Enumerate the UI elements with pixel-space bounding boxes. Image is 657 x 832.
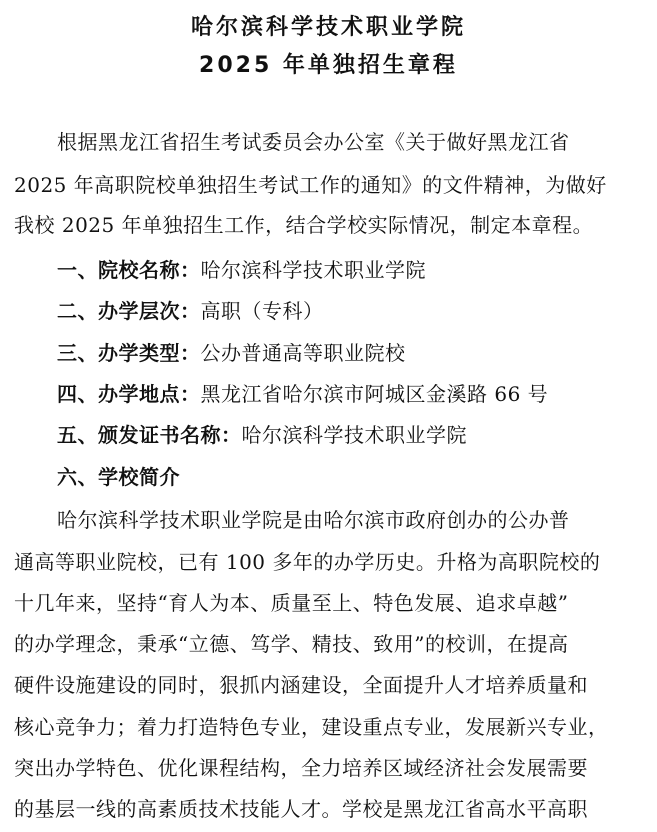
profile-line: 通高等职业院校，已有 100 多年的办学历史。升格为高职院校的 [14, 550, 601, 574]
item-value: 哈尔滨科学技术职业学院 [241, 423, 467, 447]
profile-line: 突出办学特色、优化课程结构，全力培养区域经济社会发展需要 [14, 756, 588, 780]
profile-line: 哈尔滨科学技术职业学院是由哈尔滨市政府创办的公办普 [57, 508, 570, 532]
item-certificate [57, 421, 644, 449]
item-label: 三、办学类型： [57, 341, 201, 365]
item-label: 五、颁发证书名称： [57, 423, 242, 447]
intro-line: 根据黑龙江省招生考试委员会办公室《关于做好黑龙江省 [57, 130, 570, 154]
intro-line: 我校 2025 年单独招生工作，结合学校实际情况，制定本章程。 [14, 213, 594, 237]
profile-line: 的基层一线的高素质技术技能人才。学校是黑龙江省高水平高职 [14, 797, 588, 821]
profile-line: 硬件设施建设的同时，狠抓内涵建设，全面提升人才培养质量和 [14, 673, 588, 697]
document-title: 哈尔滨科学技术职业学院 [190, 15, 466, 40]
item-level [57, 297, 644, 325]
item-value: 哈尔滨科学技术职业学院 [200, 258, 426, 282]
section-heading: 六、学校简介 [57, 465, 180, 489]
item-value: 黑龙江省哈尔滨市阿城区金溪路 66 号 [200, 382, 549, 406]
item-value: 公办普通高等职业院校 [200, 341, 406, 365]
intro-line: 2025 年高职院校单独招生考试工作的通知》的文件精神，为做好 [14, 173, 607, 197]
item-type [57, 339, 644, 367]
document-subtitle: 2025 年单独招生章程 [199, 53, 458, 78]
profile-line: 核心竞争力；着力打造特色专业，建设重点专业，发展新兴专业， [14, 715, 609, 739]
profile-line: 十几年来，坚持“育人为本、质量至上、特色发展、追求卓越” [14, 591, 569, 615]
item-label: 一、院校名称： [57, 258, 201, 282]
item-label: 二、办学层次： [57, 299, 201, 323]
item-value: 高职（专科） [200, 299, 324, 323]
item-location [57, 380, 644, 408]
item-label: 四、办学地点： [57, 382, 201, 406]
item-school-name [57, 256, 644, 284]
profile-line: 的办学理念，秉承“立德、笃学、精技、致用”的校训，在提高 [14, 632, 569, 656]
